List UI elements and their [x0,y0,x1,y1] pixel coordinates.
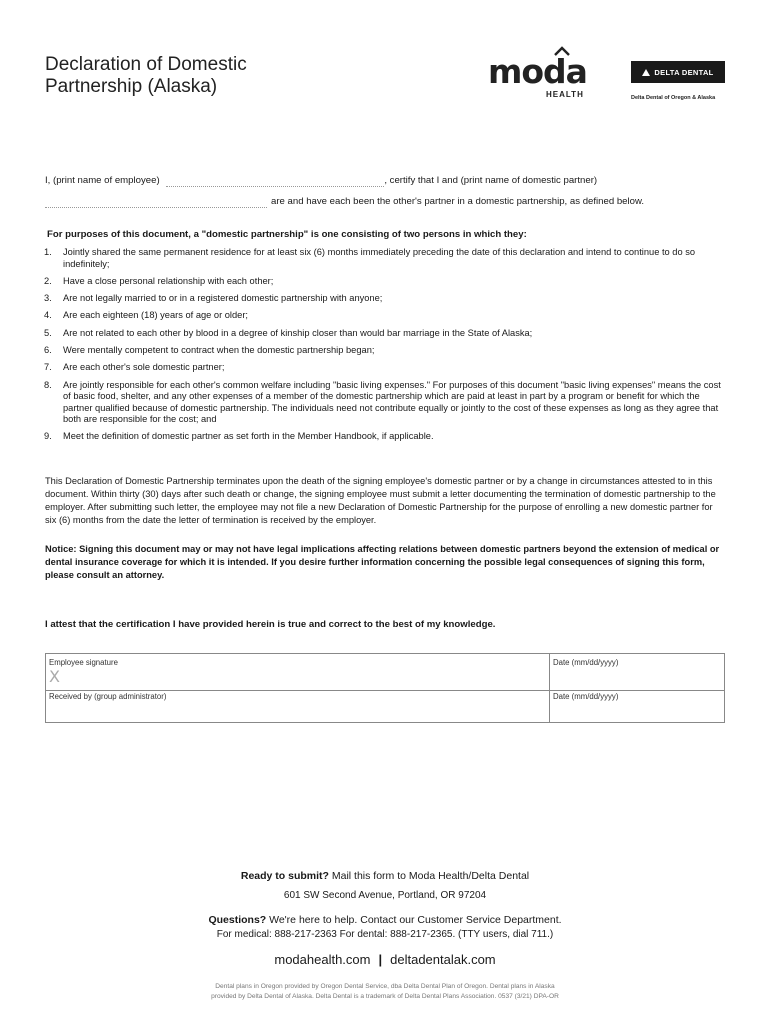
received-row [46,690,724,723]
title-line-1: Declaration of Domestic [45,54,247,75]
questions-text: We're here to help. Contact our Customer Service Department. [266,914,562,926]
item-number: 6. [44,344,52,355]
employee-name-prompt: I, (print name of employee) [45,175,160,186]
ready-label: Ready to submit? [240,870,329,882]
delta-dental-logo [631,61,725,83]
signature-row [46,654,724,691]
item-number: 8. [44,379,52,390]
partner-name-field[interactable] [45,197,267,208]
employee-name-field[interactable] [166,176,384,187]
mailing-address: 601 SW Second Avenue, Portland, OR 97204 [283,890,487,901]
item-text: Jointly shared the same permanent residence for at least six (6) months immediately preceding the date of this declaration and intend to continue to do so indefinitely; [63,247,696,269]
criteria-item [44,276,724,288]
item-text: Are each other's sole domestic partner; [63,362,225,373]
moda-health-subtitle: HEALTH [546,90,584,99]
title-line-2: Partnership (Alaska) [45,76,218,97]
moda-website-link[interactable]: modahealth.com [274,952,371,967]
partner-name-prompt: , certify that I and (print name of domestic partner) [384,175,598,186]
criteria-item [44,247,724,270]
questions-label: Questions? [208,914,267,926]
received-by-label: Received by (group administrator) [49,692,167,701]
phone-numbers: For medical: 888-217-2363 For dental: 888-217-2365. (TTY users, dial 711.) [216,929,554,940]
notice-label: Notice: [45,544,77,554]
criteria-item [44,293,724,305]
item-number: 2. [44,275,52,286]
questions-line [0,914,770,926]
footer-disclaimer [0,982,770,1002]
delta-triangle-icon [642,69,650,76]
item-number: 5. [44,327,52,338]
employee-signature-label: Employee signature [49,658,118,667]
delta-dental-wordmark: DELTA DENTAL [654,67,714,77]
item-number: 4. [44,310,52,321]
received-date-field[interactable] [550,690,724,723]
criteria-item [44,345,724,357]
criteria-item [44,310,724,322]
websites [0,952,770,967]
moda-wordmark: moda [488,52,587,91]
item-text: Are not legally married to or in a registered domestic partnership with anyone; [63,293,383,304]
criteria-list [44,247,724,449]
notice-text: Signing this document may or may not have legal implications affecting relations between domestic partners beyond the extension of medical or dental insurance coverage for which it is intended. If you desire further information concerning the possible legal consequences of signing this form, please consult an attorney. [45,544,720,580]
signature-box [45,653,725,723]
item-text: Were mentally competent to contract when the domestic partnership began; [63,344,375,355]
moda-health-logo [488,46,598,102]
termination-paragraph: This Declaration of Domestic Partnership terminates upon the death of the signing employee's domestic partner or by a change in circumstances attested to in this document. Within thirty (30) days after such death or change, the signing employee must submit a letter documenting the termination of domestic partnership to the employer. After submitting such letter, the employee may not file a new Declaration of Domestic Partnership for the purpose of enrolling a new domestic partner for six (6) months from the date the letter of termination is received by the employer. [45,476,716,525]
item-number: 9. [44,431,52,442]
certify-line-1 [45,174,597,187]
page-title [45,54,247,98]
signature-x-mark: X [49,667,60,686]
column-divider [549,654,550,722]
signature-date-field[interactable] [550,654,724,690]
attestation-statement: I attest that the certification I have provided herein is true and correct to the best of my knowledge. [45,619,496,630]
definition-heading: For purposes of this document, a "domestic partnership" is one consisting of two persons in which they: [47,229,527,240]
certify-line-2 [45,195,644,208]
criteria-item [44,362,724,374]
ready-to-submit [0,870,770,882]
delta-dental-caption: Delta Dental of Oregon & Alaska [631,95,716,101]
footer-line-2: provided by Delta Dental of Alaska. Delta Dental is a trademark of Delta Dental Plans Association. 0537 (3/21) DPA-OR [211,993,559,1000]
notice-paragraph [45,543,725,582]
criteria-item [44,431,724,443]
delta-website-link[interactable]: deltadentalak.com [390,952,496,967]
employee-signature-field[interactable] [46,654,549,690]
website-separator: | [378,952,383,967]
certify-statement: are and have each been the other's partner in a domestic partnership, as defined below. [271,196,645,207]
footer-line-1: Dental plans in Oregon provided by Oregon Dental Service, dba Delta Dental Plan of Oregon. Dental plans in Alaska [215,983,555,990]
item-number: 1. [44,247,52,257]
criteria-item [44,380,724,426]
item-text: Are not related to each other by blood in a degree of kinship closer than would bar marriage in the State of Alaska; [63,327,533,338]
signature-date-label: Date (mm/dd/yyyy) [553,658,619,667]
item-text: Are each eighteen (18) years of age or older; [63,310,249,321]
received-by-field[interactable] [46,690,549,723]
item-number: 7. [44,362,52,373]
item-number: 3. [44,293,52,304]
criteria-item [44,328,724,340]
ready-text: Mail this form to Moda Health/Delta Dental [328,870,530,882]
item-text: Meet the definition of domestic partner as set forth in the Member Handbook, if applicable. [63,431,434,442]
received-date-label: Date (mm/dd/yyyy) [553,692,619,701]
item-text: Are jointly responsible for each other's common welfare including "basic living expenses." For purposes of this document "basic living expenses" means the cost of basic food, shelter, and any other expenses of a member of the domestic partnership which are paid at least in part by a program or benefit for which the partner qualified because of domestic partnership. The individuals need not contribute equally or jointly to the cost of these expenses as long as they agree that both are responsible for the cost; and [63,379,721,425]
item-text: Have a close personal relationship with each other; [63,275,274,286]
